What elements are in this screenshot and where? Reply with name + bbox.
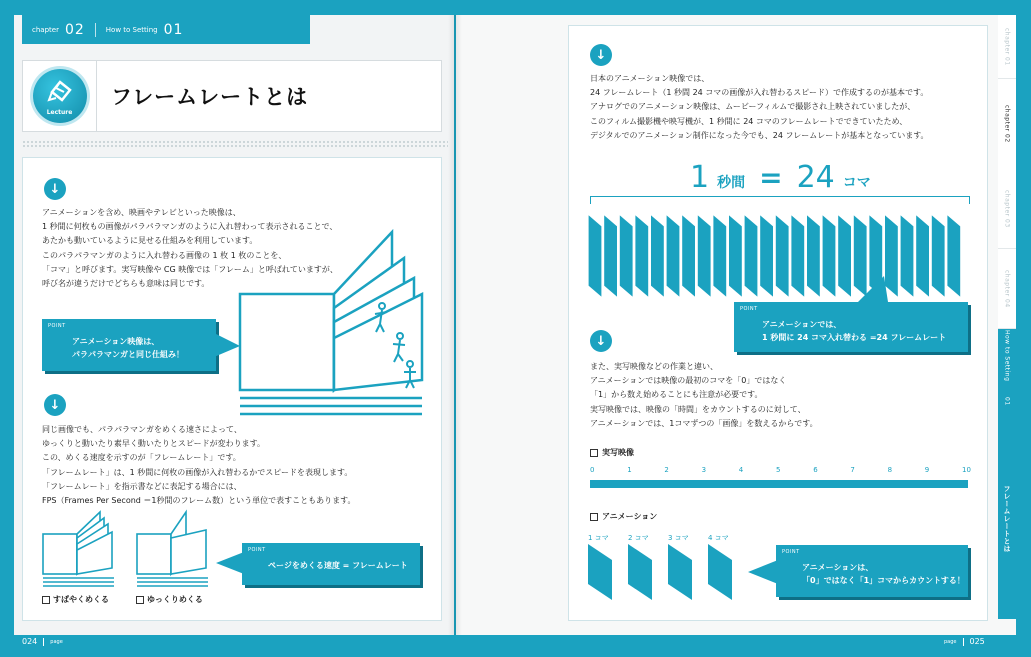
- header-divider: [95, 23, 96, 37]
- standard-paragraph: 日本のアニメーション映像では、 24 フレームレート（1 秒間 24 コマの画像が入れ替わるスピード）で作成するのが基本です。 アナログでのアニメーション映像は、ムービーフィルムで撮影され上映されていましたが、 このフィルム撮影機や映写機が、1 秒間に 24 コマのフレームレートでできていたため、 デジタルでのアニメーション制作になった今でも、24 フレームレートが基本となっています。: [590, 74, 929, 140]
- tick-label: 6: [813, 466, 818, 474]
- frame-9: [713, 214, 727, 298]
- tick-label: 0: [590, 466, 595, 474]
- lecture-icon: [46, 78, 74, 104]
- koma-frame-3: [668, 544, 692, 600]
- page-word-left: page: [50, 638, 63, 645]
- lecture-label: Lecture: [46, 109, 73, 116]
- slow-flip-illustration: [136, 508, 210, 592]
- page-number-left: 024: [22, 637, 38, 646]
- frame-3: [619, 214, 633, 298]
- arrow-down-icon: ↓: [44, 178, 66, 200]
- frames-strip-4: [588, 544, 748, 600]
- dotted-divider: [22, 140, 448, 148]
- lecture-badge: [23, 60, 97, 132]
- frame-7: [682, 214, 696, 298]
- point-tag: POINT: [48, 323, 66, 329]
- point-arrow: [216, 552, 244, 574]
- tick-label: 10: [962, 466, 971, 474]
- intro-paragraph: アニメーションを含め、映画やテレビといった映像は、 1 秒間に何枚もの画像がパラパラマンガのように入れ替わって表示されることで、 あたかも動いているように見せる仕組みを利用しています。 このパラパラマンガのように入れ替わる画像の 1 枚 1 枚のことを、 「コマ」と呼びます。実写映像や CG 映像では「フレーム」と呼ばれていますが、 呼び名が違うだけでどちらも意味は同じです。: [42, 208, 338, 289]
- caption-fast: [42, 594, 109, 605]
- caption-fast-label: すばやくめくる: [53, 595, 109, 604]
- caption-live-action: [590, 447, 634, 458]
- fast-flip-illustration: [42, 508, 116, 592]
- section-number: 01: [163, 21, 184, 38]
- side-tab-chapter-03[interactable]: chapter 03: [998, 169, 1016, 249]
- frame-22: [916, 214, 930, 298]
- koma-label: 2 コマ: [628, 534, 649, 542]
- chapter-word: chapter: [32, 25, 59, 34]
- side-tab-chapter-04[interactable]: chapter 04: [998, 249, 1016, 329]
- footer-divider: [43, 638, 44, 646]
- arrow-down-icon: ↓: [44, 394, 66, 416]
- chapter-number: 02: [64, 21, 85, 38]
- frame-13: [775, 214, 789, 298]
- bracket-line: [590, 196, 970, 204]
- tick-label: 2: [664, 466, 669, 474]
- point-box-3: [734, 302, 968, 352]
- koma-frame-1: [588, 544, 612, 600]
- footer-left: [22, 637, 63, 646]
- frame-14: [791, 214, 805, 298]
- point-arrow: [748, 560, 778, 584]
- chapter-header: [22, 15, 310, 44]
- frame-8: [697, 214, 711, 298]
- frame-15: [806, 214, 820, 298]
- tick-label: 8: [887, 466, 893, 474]
- tick-label: 9: [924, 466, 930, 474]
- point-text: ページをめくる速度 = フレームレート: [268, 561, 408, 570]
- koma-frame-4: [708, 544, 732, 600]
- point-arrow: [214, 333, 242, 359]
- frames-strip-24: [588, 214, 972, 298]
- equation: [690, 160, 871, 195]
- point-arrow: [858, 276, 888, 302]
- frame-2: [604, 214, 618, 298]
- eq-koma: コマ: [842, 175, 871, 191]
- frame-1: [588, 214, 602, 298]
- page-number-right: 025: [969, 637, 985, 646]
- point-tag: POINT: [248, 547, 266, 553]
- caption-live-label: 実写映像: [602, 448, 634, 457]
- tick-label: 3: [701, 466, 707, 474]
- timeline-bar: [590, 480, 968, 488]
- title-box: [22, 60, 442, 132]
- frame-17: [838, 214, 852, 298]
- point-text: アニメーション映像は、 パラパラマンガと同じ仕組み！: [72, 337, 184, 359]
- footer-right: [944, 637, 985, 646]
- caption-box-icon: [590, 449, 598, 457]
- caption-box-icon: [42, 596, 50, 604]
- frame-6: [666, 214, 680, 298]
- frame-16: [822, 214, 836, 298]
- koma-label: 4 コマ: [708, 534, 729, 542]
- caption-slow: [136, 594, 203, 605]
- caption-box-icon: [136, 596, 144, 604]
- eq-24: 24: [796, 160, 835, 195]
- side-tab-chapter-02[interactable]: chapter 02: [998, 79, 1016, 169]
- point-text: アニメーションでは、 1 秒間に 24 コマ入れ替わる =24 フレームレート: [762, 320, 947, 342]
- side-tab-section-01[interactable]: 01: [998, 383, 1016, 419]
- point-box-2: [242, 543, 420, 585]
- book-gutter: [448, 15, 462, 635]
- tick-label: 7: [850, 466, 855, 474]
- lecture-circle: [33, 69, 87, 123]
- tick-label: 1: [627, 466, 632, 474]
- tick-label: 5: [776, 466, 781, 474]
- koma-label: 1 コマ: [588, 534, 609, 542]
- framerate-paragraph: 同じ画像でも、パラパラマンガをめくる速さによって、 ゆっくりと動いたり素早く動いたりとスピードが変わります。 この、めくる速度を示すのが「フレームレート」です。 「フレームレート」は、1 秒間に何枚の画像が入れ替わるかでスピードを表現します。 「フレームレート」を指示書などに表記する場合には、 FPS（Frames Per Second ＝1秒間のフレーム数）という単位で表すこともあります。: [42, 425, 356, 506]
- frame-4: [635, 214, 649, 298]
- koma-label: 3 コマ: [668, 534, 689, 542]
- side-tab-title[interactable]: フレームレートとは: [998, 419, 1016, 619]
- point-box-1: [42, 319, 216, 371]
- point-box-4: [776, 545, 968, 597]
- caption-slow-label: ゆっくりめくる: [147, 595, 203, 604]
- flipbook-illustration: [232, 228, 428, 418]
- side-tab-chapter-01[interactable]: chapter 01: [998, 15, 1016, 79]
- point-text: アニメーションは、 「0」ではなく「1」コマからカウントする！: [802, 563, 965, 585]
- section-word: How to Setting: [105, 25, 158, 34]
- frame-11: [744, 214, 758, 298]
- frame-10: [728, 214, 742, 298]
- arrow-down-icon: ↓: [590, 330, 612, 352]
- caption-animation: [590, 511, 657, 522]
- point-tag: POINT: [740, 306, 758, 312]
- footer-divider: [963, 638, 964, 646]
- caption-anime-label: アニメーション: [602, 512, 658, 521]
- point-tag: POINT: [782, 549, 800, 555]
- frame-23: [931, 214, 945, 298]
- tick-label: 4: [738, 466, 744, 474]
- frame-21: [900, 214, 914, 298]
- frame-5: [650, 214, 664, 298]
- counting-paragraph: また、実写映像などの作業と違い、 アニメーションでは映像の最初のコマを「0」ではなく 「1」から数え始めることにも注意が必要です。 実写映像では、映像の「時間」をカウントするのに対して、 アニメーションでは、1コマずつの「画像」を数えるからです。: [590, 362, 818, 428]
- eq-one: 1: [690, 160, 710, 195]
- frame-12: [760, 214, 774, 298]
- koma-frame-2: [628, 544, 652, 600]
- caption-box-icon: [590, 513, 598, 521]
- page-word-right: page: [944, 638, 957, 645]
- page-title: フレームレートとは: [111, 85, 309, 109]
- arrow-down-icon: ↓: [590, 44, 612, 66]
- side-tab-how-to-setting[interactable]: How to Setting: [998, 329, 1016, 383]
- frame-24: [947, 214, 961, 298]
- eq-equals: =: [759, 161, 783, 194]
- eq-second: 秒間: [717, 175, 746, 191]
